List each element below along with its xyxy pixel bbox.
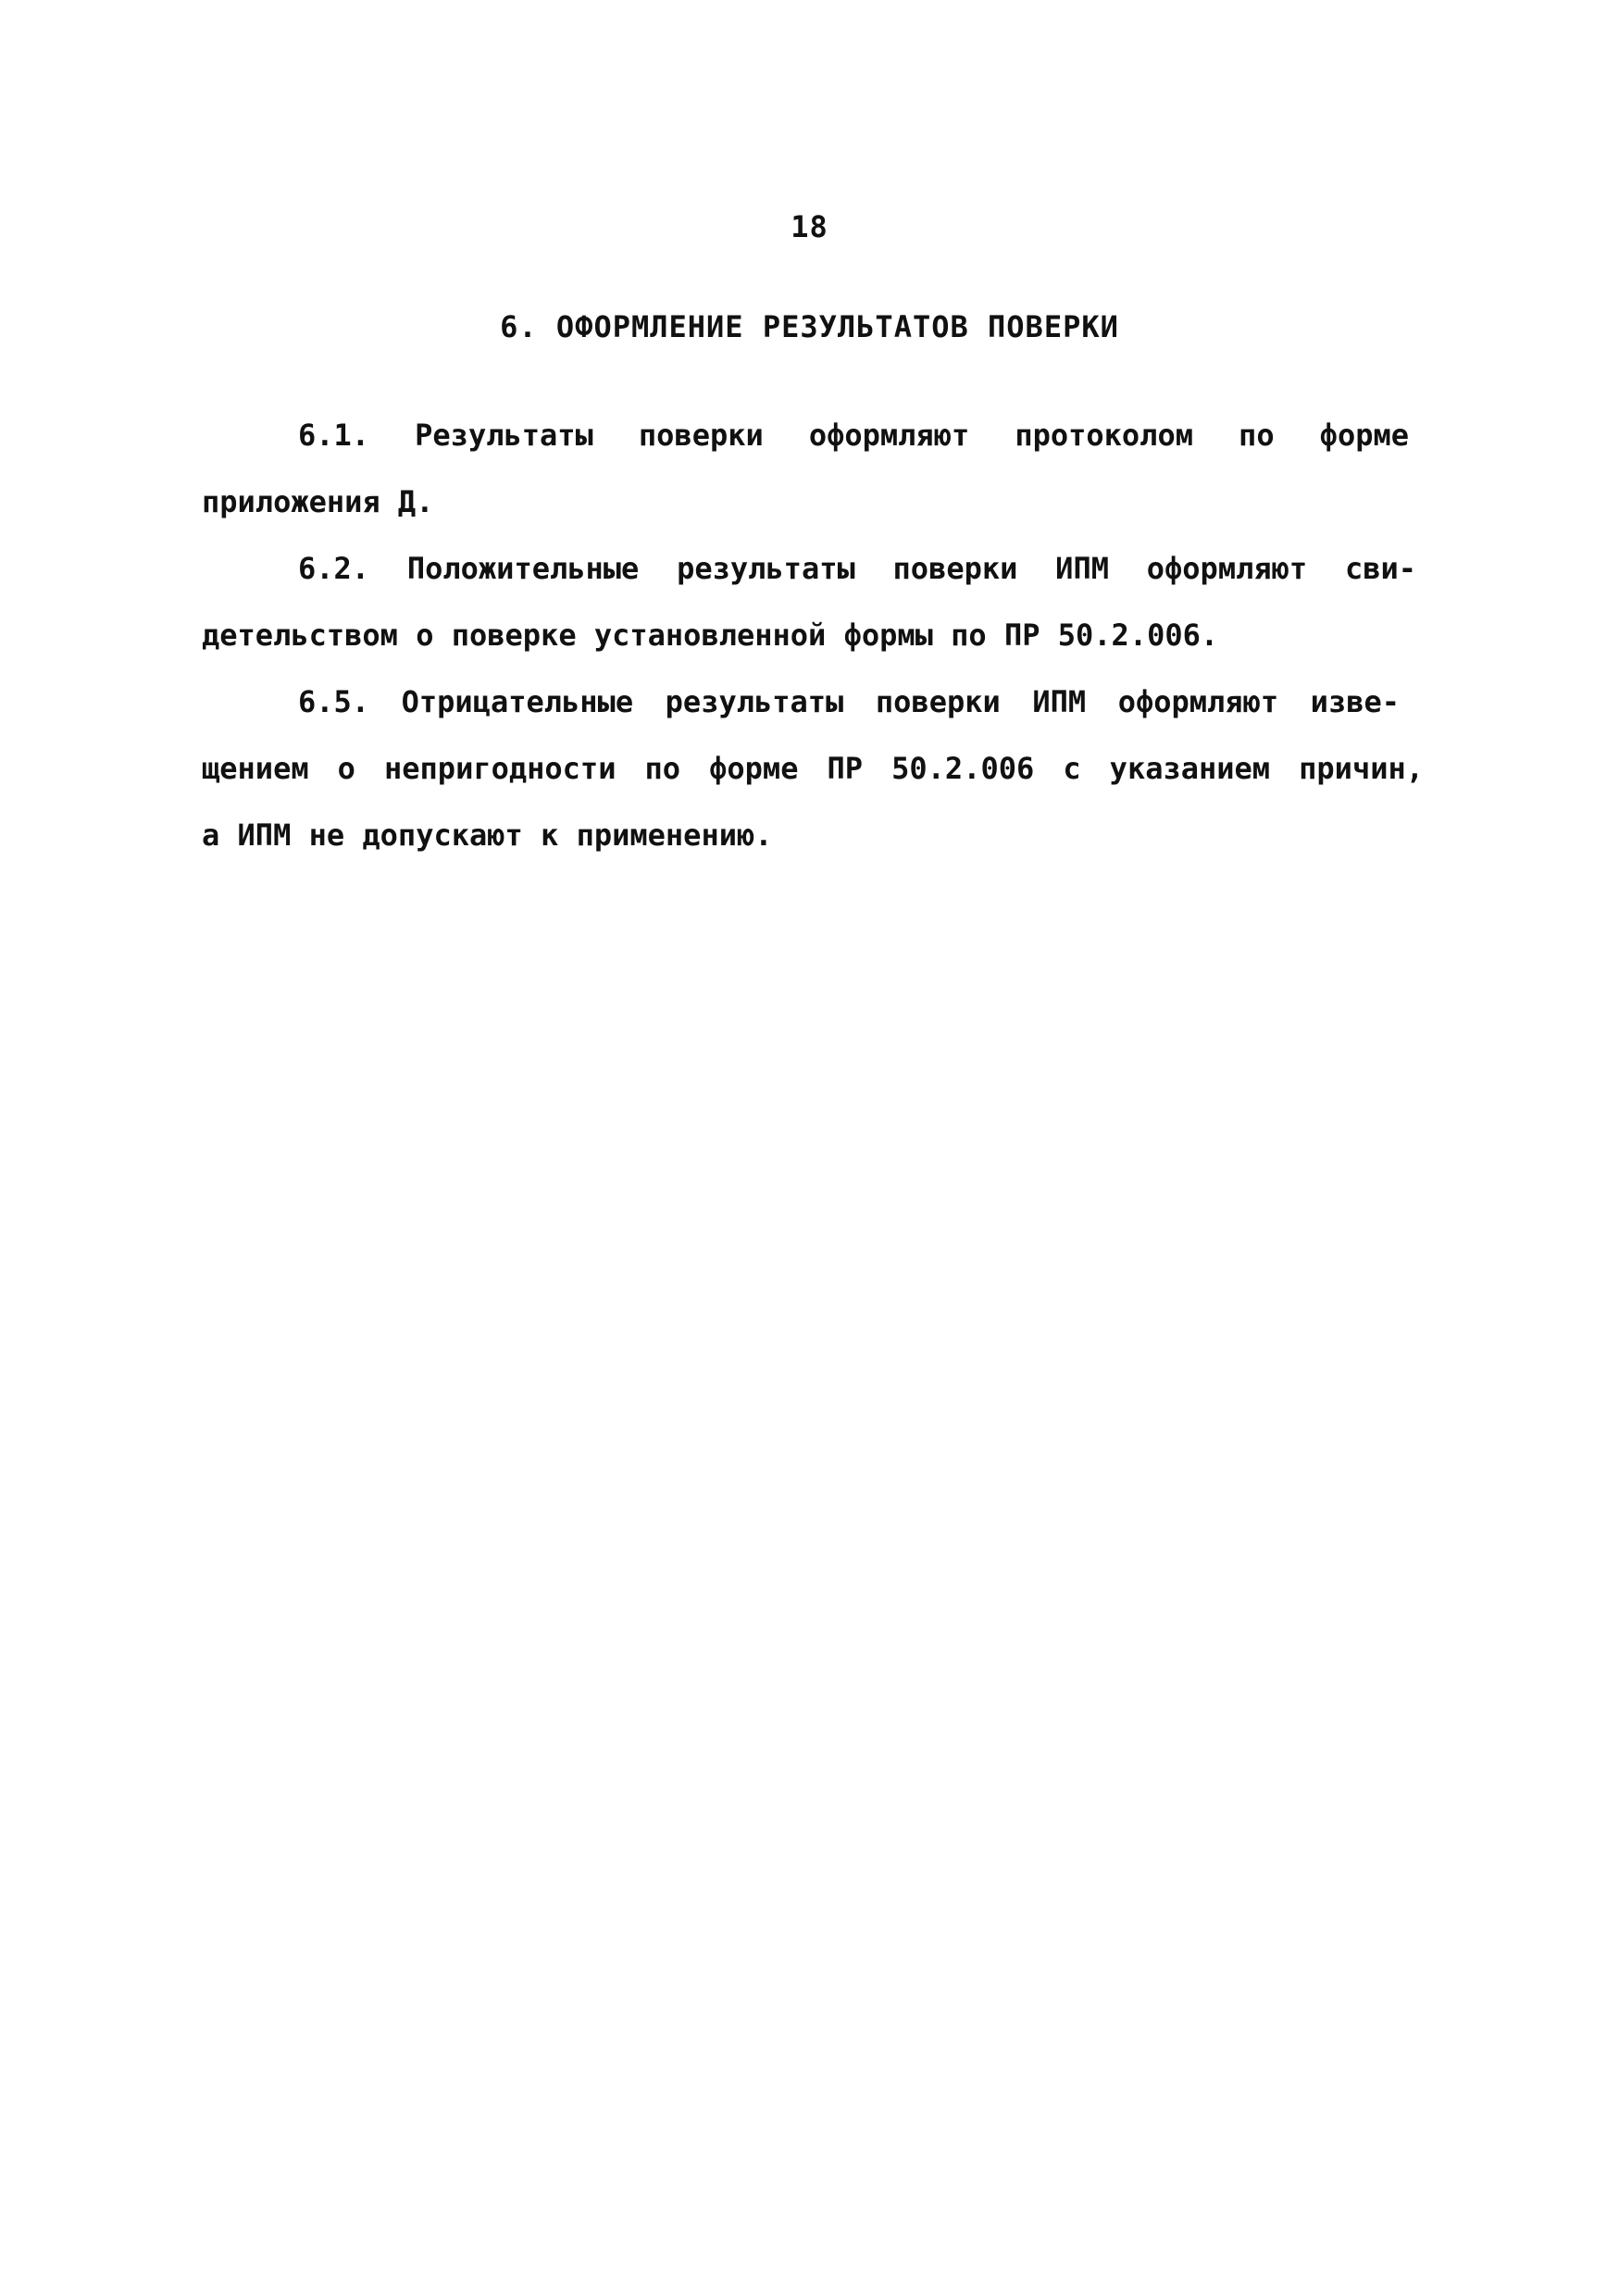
paragraph-line: детельством о поверке установленной формы по ПР 50.2.006. [202,618,1219,653]
paragraph-line: а ИПМ не допускают к применению. [202,817,773,853]
page-number: 18 [791,209,828,244]
section-title: 6. ОФОРМЛЕНИЕ РЕЗУЛЬТАТОВ ПОВЕРКИ [500,309,1119,344]
paragraph-line: щением о непригодности по форме ПР 50.2.006 с указанием причин, [202,751,1424,786]
paragraph-line: 6.2. Положительные результаты поверки ИПМ оформляют сви- [298,551,1416,586]
paragraph-line: 6.5. Отрицательные результаты поверки ИПМ оформляют изве- [298,684,1400,719]
paragraph-line: приложения Д. [202,484,434,519]
paragraph-line: 6.1. Результаты поверки оформляют протоколом по форме [298,418,1409,453]
